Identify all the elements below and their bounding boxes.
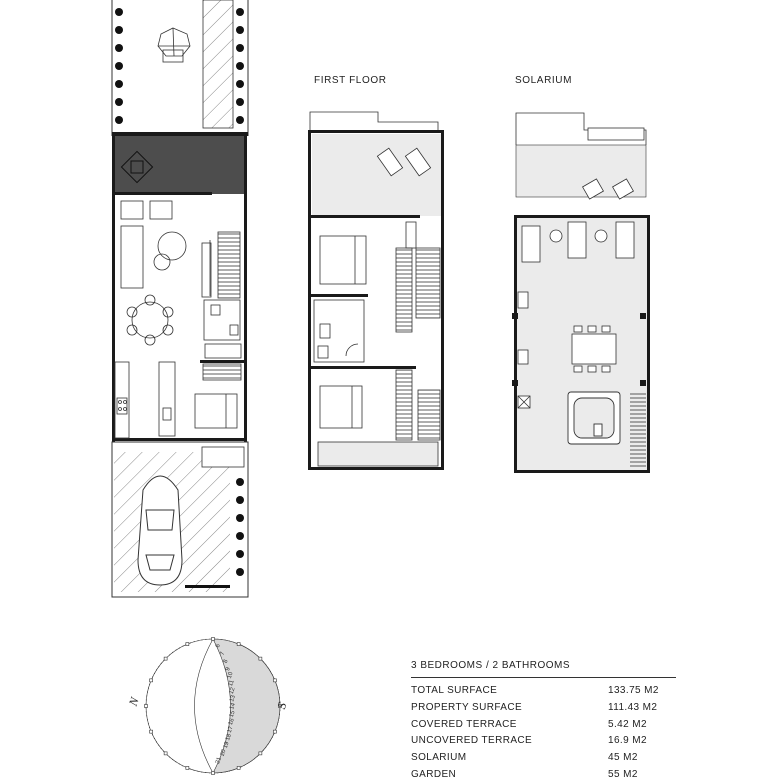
patio-table-umbrella-icon [158,28,190,62]
spec-row [411,733,676,750]
solarium-label: SOLARIUM [515,75,573,86]
sun-hour-label: 11 [227,679,236,688]
compass-tick [150,679,153,682]
spec-table [411,660,676,784]
compass-tick [186,643,189,646]
spec-row-value: 111.43 M2 [608,701,658,713]
sun-hour-label: 9 [225,666,232,672]
living-area [121,201,211,297]
rear-garden [112,0,248,136]
ground-toilet [204,300,241,358]
spec-row [411,717,676,734]
spec-row [411,700,676,717]
ground-stairs [218,232,240,298]
sun-hour-label: 15 [228,710,237,719]
compass-tick [145,705,148,708]
compass-tick [273,679,276,682]
spec-row-label: SOLARIUM [411,752,467,764]
sun-hour-label: 18 [225,733,233,742]
spec-row-value: 133.75 M2 [608,685,659,696]
compass-tick [150,730,153,733]
sun-loungers-icon [522,222,634,262]
covered-terrace [114,136,244,194]
first-floor-terrace [312,134,444,216]
spec-row-label: TOTAL SURFACE [411,685,498,696]
sun-hour-label: 8 [222,658,230,664]
spec-row [411,683,676,700]
compass-tick [164,657,167,660]
spec-row-label: UNCOVERED TERRACE [411,735,533,747]
sun-hour-label: 19 [222,741,231,750]
first-floor-label: FIRST FLOOR [314,75,387,86]
sun-hour-label: 16 [227,717,236,726]
spec-row-label: GARDEN [411,768,457,780]
jacuzzi-icon [568,392,620,444]
compass-tick [237,643,240,646]
sun-hour-label: 10 [226,671,235,680]
spec-row [411,750,676,767]
compass-tick [186,766,189,769]
compass-tick [273,730,276,733]
sun-hour-label: 6 [215,643,222,649]
hedge-dots-left [115,8,123,124]
spec-row-label: COVERED TERRACE [411,718,517,730]
first-floor-plan [308,112,444,470]
compass-south-label: S [274,699,290,711]
sun-hour-label: 21 [215,756,223,765]
first-floor-interior [314,222,440,466]
ground-bed-icon [195,394,237,428]
spec-rows [411,678,676,784]
hedge-dots-right [236,8,244,124]
sun-hour-label: 12 [228,686,237,695]
kitchen [115,362,241,438]
sun-hour-label: 20 [219,748,228,757]
car-icon [138,476,182,585]
dining-table-icon [127,295,173,345]
solarium-stairs [630,392,646,468]
compass-tick [259,657,262,660]
spec-row-value: 5.42 M2 [608,718,647,730]
sun-hour-label: 7 [219,651,227,657]
solarium-plan [512,113,650,473]
spec-row [411,767,676,784]
sun-hour-label: 14 [229,702,237,711]
compass-tick [164,752,167,755]
sun-hour-label: 17 [226,725,235,734]
compass-tick [237,766,240,769]
spec-heading: 3 BEDROOMS / 2 BATHROOMS [411,660,676,678]
front-hedge-dots [236,478,244,576]
sun-hour-label: 13 [229,694,237,703]
compass-north-label: N [125,694,142,708]
ground-floor-plan [112,0,248,597]
compass-tick [212,772,215,775]
spec-row-value: 55 M2 [608,768,638,780]
front-parking [112,442,248,597]
compass-tick [259,752,262,755]
compass-tick [212,638,215,641]
spec-row-label: PROPERTY SURFACE [411,701,523,713]
spec-row-value: 45 M2 [608,752,638,764]
spec-row-value: 16.9 M2 [608,735,647,747]
